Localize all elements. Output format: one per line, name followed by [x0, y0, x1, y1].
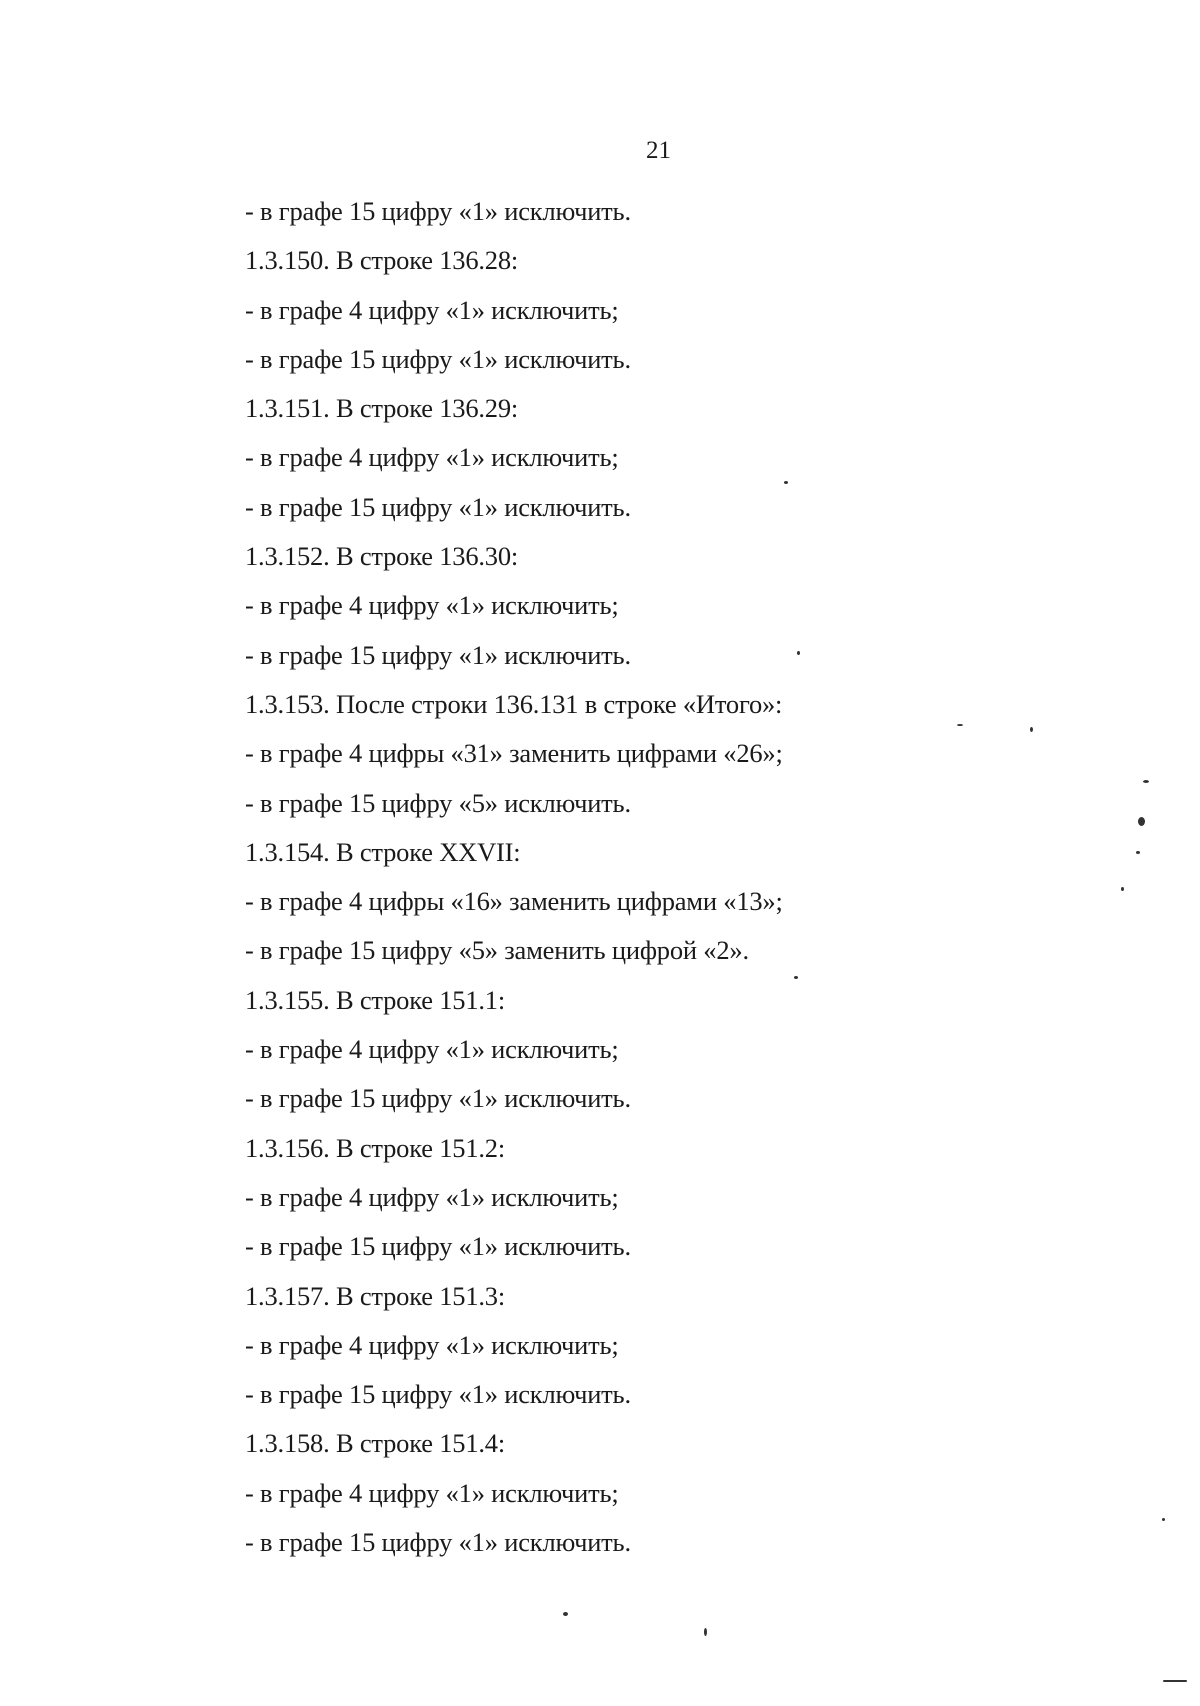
scan-speck [704, 1628, 707, 1636]
section-heading: 1.3.156. В строке 151.2: [245, 1132, 506, 1163]
page-number: 21 [646, 137, 671, 164]
section-heading: 1.3.155. В строке 151.1: [245, 984, 506, 1015]
text-line: - в графе 15 цифру «1» исключить. [245, 196, 631, 226]
text-line: - в графе 4 цифру «1» исключить; [245, 442, 619, 473]
section-heading: 1.3.152. В строке 136.30: [245, 541, 519, 572]
scan-speck [957, 724, 963, 726]
scan-speck [1121, 887, 1124, 891]
text-line: - в графе 15 цифру «1» исключить. [245, 491, 631, 522]
scan-speck [1030, 727, 1033, 732]
section-heading: 1.3.157. В строке 151.3: [245, 1280, 506, 1311]
text-line: - в графе 4 цифру «1» исключить; [245, 294, 619, 325]
section-heading: 1.3.151. В строке 136.29: [245, 393, 519, 424]
text-line: - в графе 15 цифру «1» исключить. [245, 1379, 631, 1410]
scan-speck [563, 1612, 568, 1616]
scan-speck [794, 976, 798, 979]
section-heading: 1.3.153. После строки 136.131 в строке «Итого»: [245, 688, 783, 719]
text-line: - в графе 15 цифру «1» исключить. [245, 1083, 631, 1114]
text-line: - в графе 4 цифру «1» исключить; [245, 1034, 619, 1065]
text-line: - в графе 4 цифру «1» исключить; [245, 1329, 619, 1360]
text-line: - в графе 4 цифру «1» исключить; [245, 1181, 619, 1212]
text-line: - в графе 15 цифру «1» исключить. [245, 639, 631, 670]
scan-speck [1138, 817, 1145, 826]
scan-speck [1143, 780, 1149, 783]
scan-speck [1136, 851, 1140, 854]
text-line: - в графе 15 цифру «1» исключить. [245, 1527, 631, 1558]
text-line: - в графе 15 цифру «5» исключить. [245, 787, 631, 818]
scan-speck [784, 481, 788, 484]
text-line: - в графе 4 цифру «1» исключить; [245, 1477, 619, 1508]
text-line: - в графе 4 цифру «1» исключить; [245, 590, 619, 621]
text-line: - в графе 15 цифру «5» заменить цифрой «2». [245, 935, 749, 966]
document-body [245, 198, 1145, 1578]
text-line: - в графе 4 цифры «16» заменить цифрами «13»; [245, 886, 783, 917]
scan-speck [1162, 1518, 1165, 1521]
scan-speck [797, 651, 800, 655]
text-line: - в графе 15 цифру «1» исключить. [245, 1231, 631, 1262]
text-line: - в графе 4 цифры «31» заменить цифрами «26»; [245, 738, 783, 769]
section-heading: 1.3.154. В строке XXVII: [245, 836, 521, 867]
text-line: - в графе 15 цифру «1» исключить. [245, 343, 631, 374]
section-heading: 1.3.158. В строке 151.4: [245, 1428, 506, 1459]
scan-speck [1163, 1680, 1187, 1682]
section-heading: 1.3.150. В строке 136.28: [245, 245, 519, 276]
